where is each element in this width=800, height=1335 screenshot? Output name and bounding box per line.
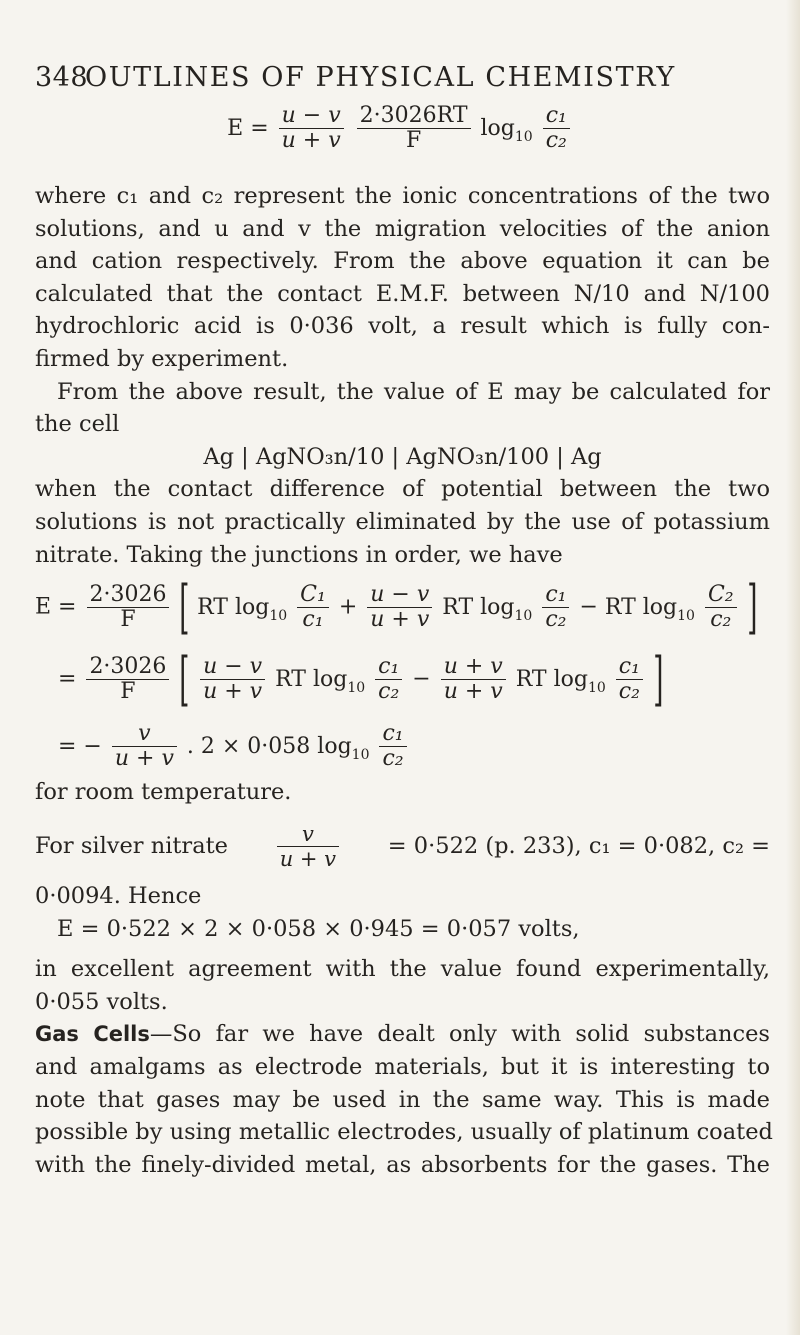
equation-simplified: = − $\frac{v}{u + v}$ . 2 × 0·058 $\log_{10}$ $\frac{\text{c₁}}{\text{c₂}}$ <box>58 722 778 771</box>
equation-emf: E = $\frac{u - v}{u + v}$ $\frac{2\cdot 3026RT}{F}$ $\log_{10}$ $\frac{\text{c₁}}{\text{c₂}}$ <box>0 104 800 153</box>
room-temperature-line: for room temperature. <box>35 779 292 805</box>
page-number: 348 <box>35 62 89 93</box>
page-header <box>0 62 800 102</box>
eq1-fraction-rt: $\frac{2\cdot 3026RT}{F}$ <box>357 104 471 153</box>
eq1-lhs: E = <box>227 116 269 141</box>
paragraph-ionic: where c₁ and c₂ represent the ionic concentrations of the two solutions, and u and v the migration velocities of the anion and cation respectively. From the above equation it can be calculated that the contact E.M.F. between N/10 and N/100 hydrochloric acid is 0·036 volt, a result which is fully con- firmed by experiment. From the above result, the value of E may be calculated for the cell Ag | AgNO₃n/10 | AgNO₃n/100 | Ag when the contact difference of potential between the two solutions is not practically eliminated by the use of potassium nitrate. Taking the junctions in order, we have <box>35 183 770 568</box>
paragraph-result: 0·0094. Hence E = 0·522 × 2 × 0·058 × 0·945 = 0·057 volts, in excellent agreement with the value found experimentally, 0·055 volts. Gas Cells—So far we have dealt only with solid substances and amalgams as electrode materials, but it is interesting to note that gases may be used in the same way. This is made possible by using metallic electrodes, usually of platinum coated with the finely-divided metal, as absorbents for the gases. The <box>35 883 773 1178</box>
gas-cells-line: Gas Cells—So far we have dealt only with solid substances <box>35 1021 770 1048</box>
equation-expanded: = $\frac{2\cdot 3026}{F}$ [ $\frac{u - v}{u + v}$ RT $\log_{10}$ $\frac{\text{c₁}}{\text{c₂}}$ − $\frac{u + v}{u + v}$ RT $\log_{10}$ $\frac{\text{c₁}}{\text{c₂}}$ ] <box>58 645 664 713</box>
running-title: OUTLINES OF PHYSICAL CHEMISTRY <box>85 62 676 93</box>
page-edge-shadow <box>786 0 800 1335</box>
cell-notation: Ag | AgNO₃n/10 | AgNO₃n/100 | Ag <box>203 443 602 470</box>
eq1-fraction-velocity: $\frac{u - v}{u + v}$ <box>279 104 344 153</box>
gas-cells-heading: Gas Cells <box>35 1022 150 1047</box>
silver-nitrate-line: For silver nitrate $\frac{v}{u + v}$ = 0·522 (p. 233), c₁ = 0·082, c₂ = <box>35 821 770 871</box>
result-equation: E = 0·522 × 2 × 0·058 × 0·945 = 0·057 volts, <box>57 915 580 942</box>
eq1-fraction-conc: $\frac{\text{c₁}}{\text{c₂}}$ <box>543 104 570 153</box>
equation-junctions: E = $\frac{2\cdot 3026}{F}$ [ RT $\log_{10}$ $\frac{\text{C₁}}{\text{c₁}}$ + $\frac{u - v}{u + v}$ RT $\log_{10}$ $\frac{\text{c₁}}{\text{c₂}}$ − RT $\log_{10}$ $\frac{\text{C₂}}{\text{c₂}}$ ] <box>35 573 758 641</box>
